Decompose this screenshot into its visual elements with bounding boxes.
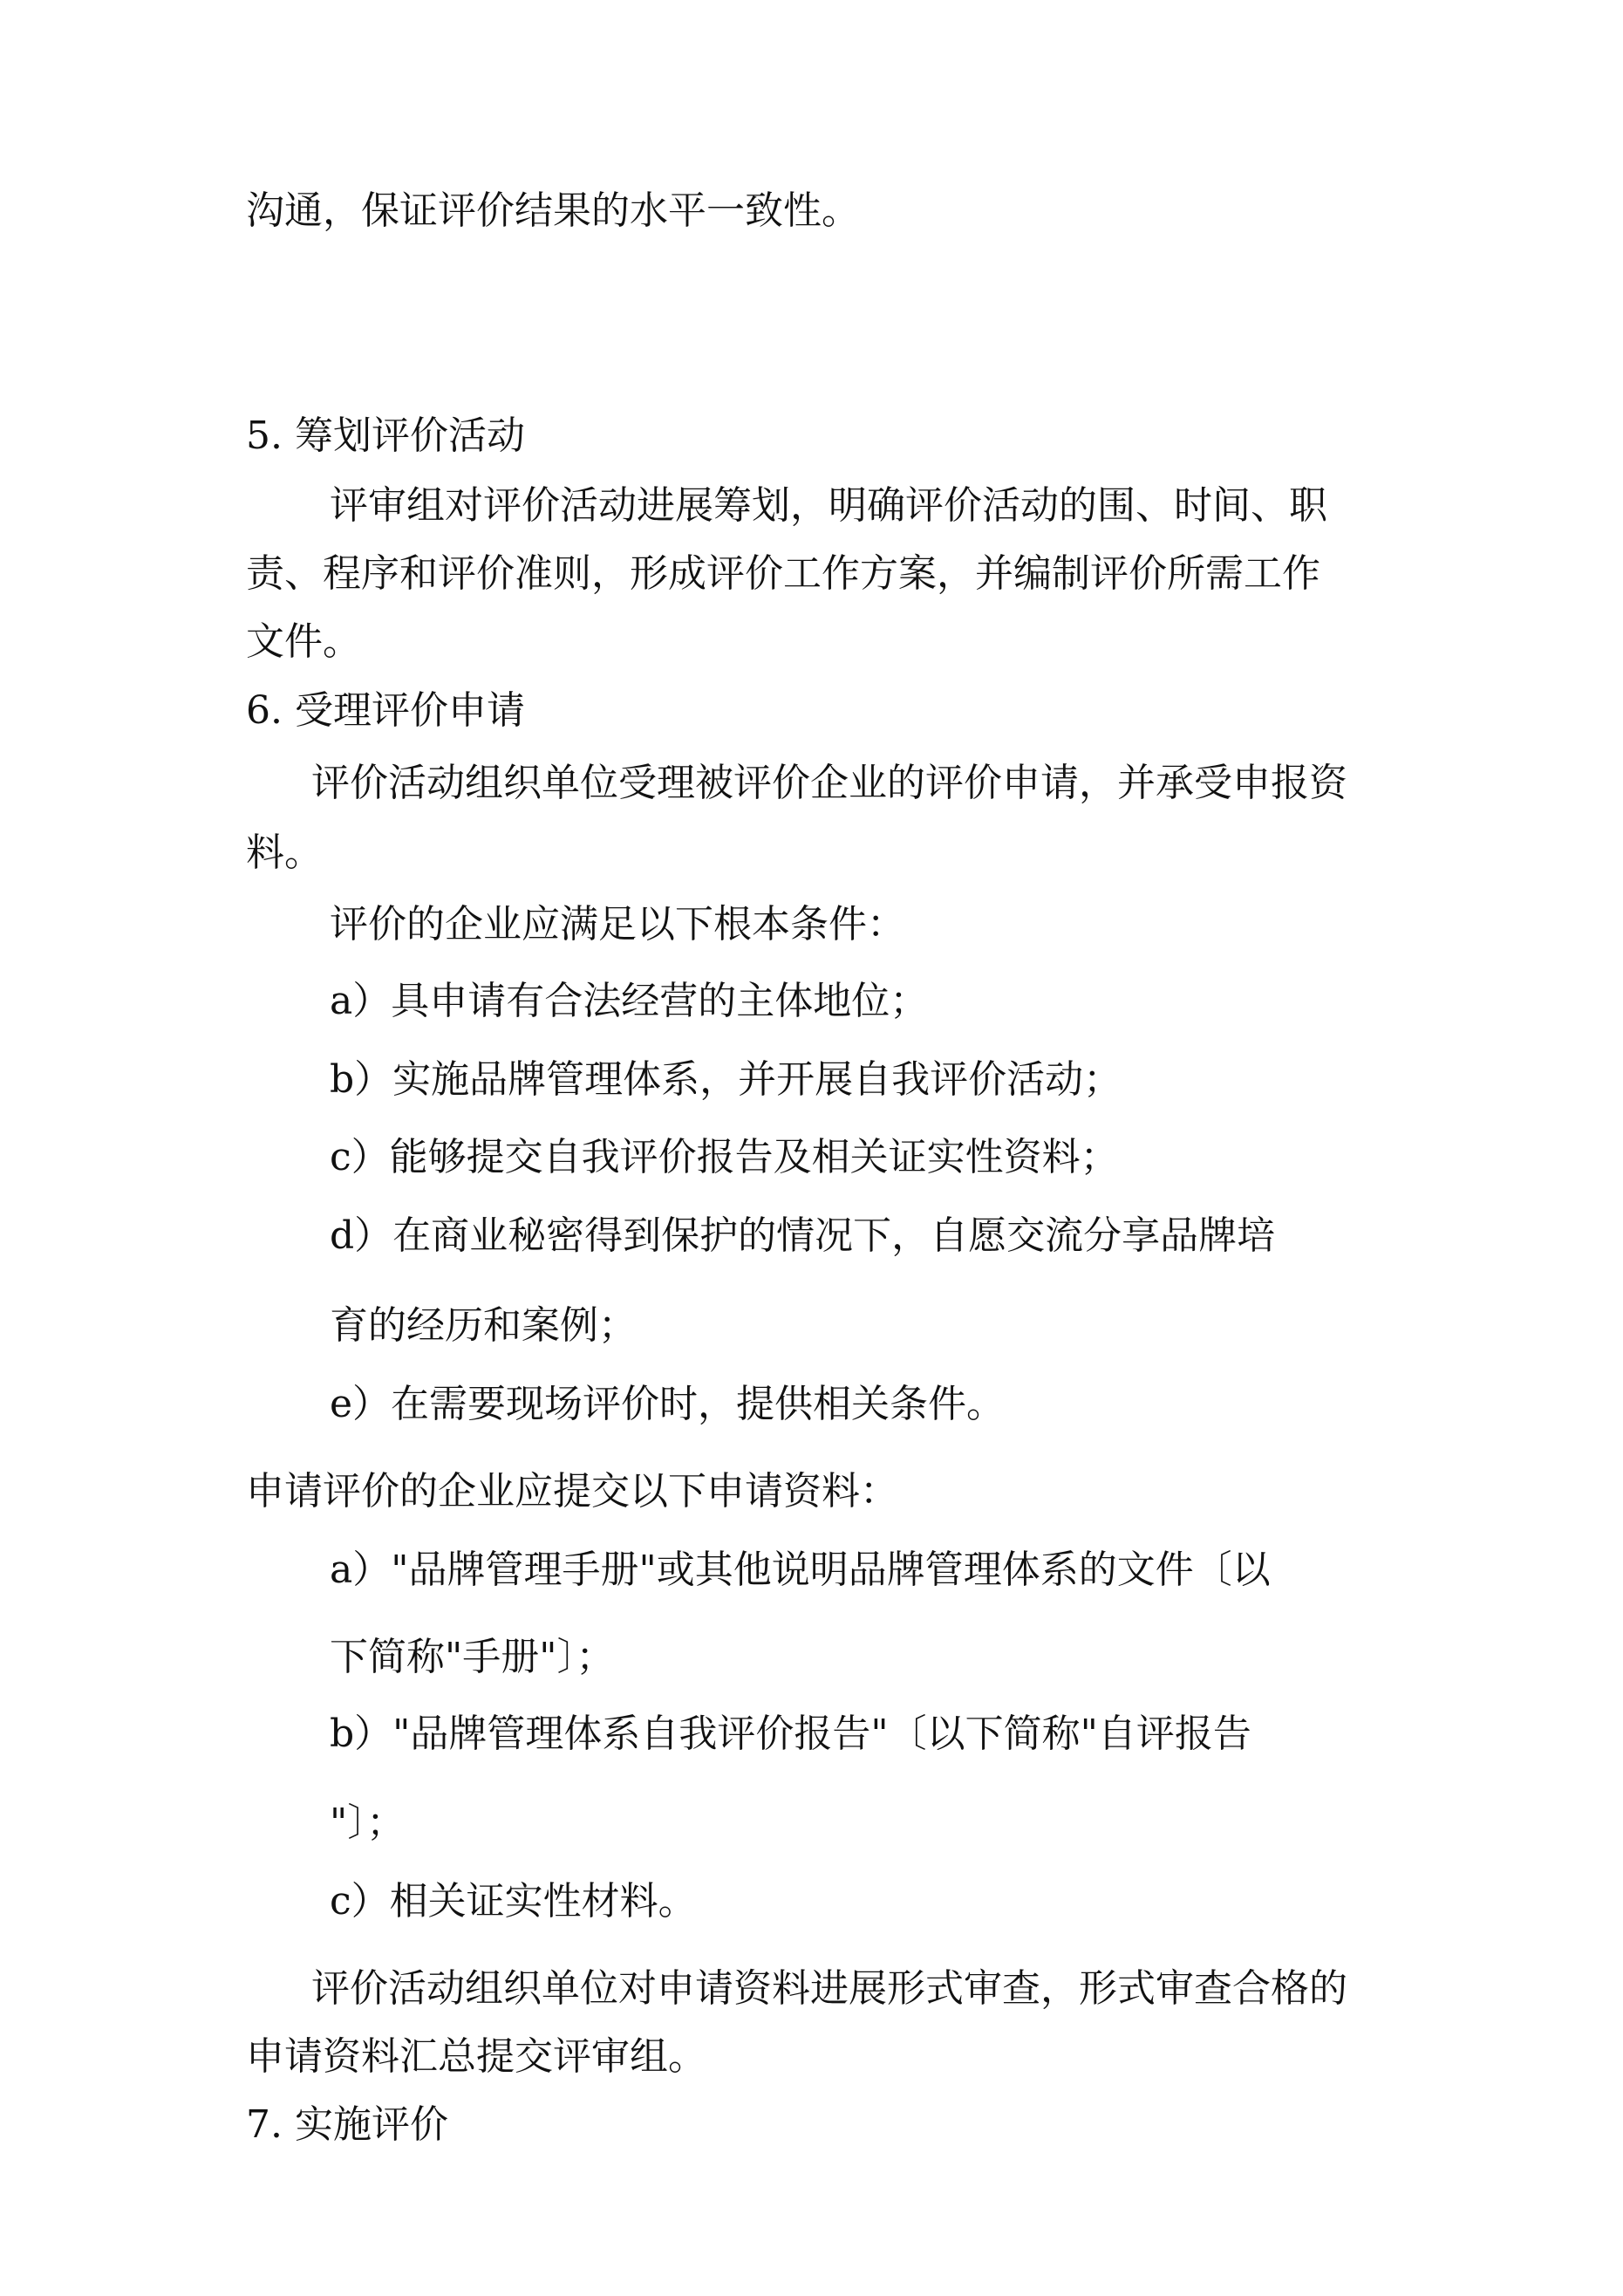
- section-heading-7: 7. 实施评价: [246, 2102, 448, 2147]
- paragraph-line: 申请评价的企业应提交以下申请资料：: [246, 1469, 898, 1514]
- list-item: a）具申请有合法经营的主体地位；: [330, 979, 929, 1023]
- list-item: c）相关证实性材料。: [330, 1879, 697, 1924]
- paragraph-line: 文件。: [246, 619, 361, 664]
- list-item: b）实施品牌管理体系，并开展自我评价活动；: [330, 1057, 1122, 1102]
- list-item: d）在商业秘密得到保护的情况下，自愿交流分享品牌培: [330, 1213, 1276, 1258]
- list-item: e）在需要现场评价时，提供相关条件。: [330, 1382, 1006, 1426]
- paragraph-line: 料。: [246, 830, 323, 875]
- paragraph-line: 评价的企业应满足以下根本条件：: [330, 902, 905, 946]
- section-heading-5: 5. 筹划评价活动: [246, 413, 525, 458]
- list-item: c）能够提交自我评价报告及相关证实性资料；: [330, 1135, 1119, 1179]
- list-item-continuation: 下简称"手册"〕；: [330, 1635, 615, 1679]
- paragraph-line: 评审组对评价活动进展筹划，明确评价活动的围、时间、职: [330, 483, 1327, 528]
- section-heading-6: 6. 受理评价申请: [246, 688, 525, 733]
- paragraph-line: 沟通，保证评价结果的水平一致性。: [246, 188, 860, 233]
- list-item-continuation: 育的经历和案例；: [330, 1303, 637, 1348]
- paragraph-line: 评价活动组织单位对申请资料进展形式审查，形式审查合格的: [311, 1966, 1347, 2011]
- paragraph-line: 申请资料汇总提交评审组。: [246, 2034, 706, 2079]
- paragraph-line: 评价活动组织单位受理被评价企业的评价申请，并承受申报资: [311, 761, 1347, 805]
- paragraph-line: 责、程序和评价准则，形成评价工作方案，并编制评价所需工作: [246, 551, 1320, 596]
- list-item: a）"品牌管理手册"或其他说明品牌管理体系的文件〔以: [330, 1548, 1271, 1592]
- list-item: b）"品牌管理体系自我评价报告"〔以下简称"自评报告: [330, 1712, 1251, 1756]
- list-item-continuation: "〕；: [330, 1801, 406, 1845]
